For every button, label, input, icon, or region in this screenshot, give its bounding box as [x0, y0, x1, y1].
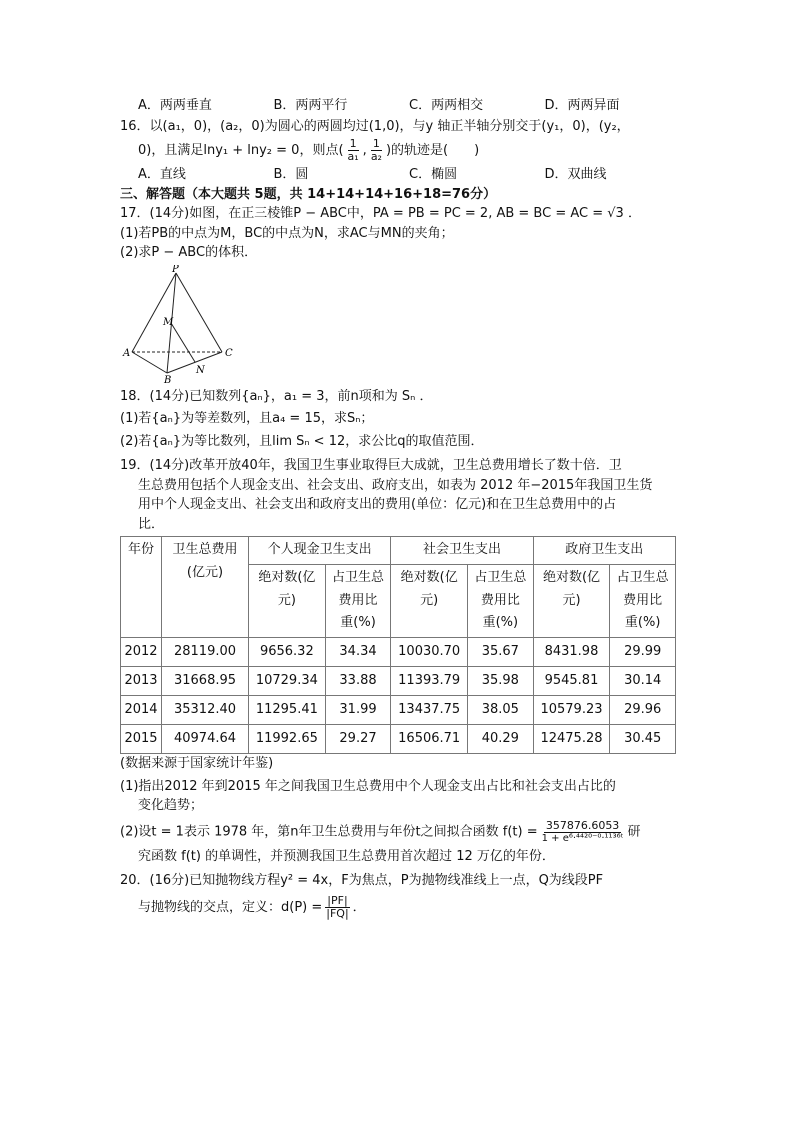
table-cell: 2014	[121, 696, 162, 725]
table-cell: 31.99	[325, 696, 391, 725]
table-cell: 40974.64	[162, 725, 249, 754]
q20-line1: 20．(16分)已知抛物线方程y² = 4x，F为焦点，P为抛物线准线上一点，Q为线段PF	[120, 873, 604, 889]
section-3-heading: 三、解答题（本大题共 5题，共 14+14+14+16+18=76分）	[120, 186, 497, 202]
header-social-pct: 占卫生总 费用比 重(%)	[468, 564, 534, 637]
label-a: A	[123, 347, 131, 359]
q19-fit-fraction: $\frac{357876.6053}{\text{1 + e⁶·⁴⁴²⁰⁻⁰·¹¹³⁶ᵗ}}$	[541, 818, 624, 844]
table-cell: 34.34	[325, 638, 391, 667]
q20-line2-b: ．	[352, 899, 366, 915]
table-row	[121, 696, 676, 725]
table-cell: 38.05	[468, 696, 534, 725]
q19-line3: 用中个人现金支出、社会支出和政府支出的费用(单位：亿元)和在卫生总费用中的占	[138, 497, 617, 513]
q16-option-c: C．椭圆	[409, 167, 458, 183]
table-cell: 40.29	[468, 725, 534, 754]
table-cell: 16506.71	[391, 725, 468, 754]
q19-line2: 生总费用包括个人现金支出、社会支出、政府支出，如表为 2012 年−2015年我国卫生货	[138, 477, 653, 493]
q19-part2-b: 究函数 f(t) 的单调性，并预测我国卫生总费用首次超过 12 万亿的年份．	[138, 848, 555, 864]
table-cell: 10579.23	[533, 696, 610, 725]
header-social-abs: 绝对数(亿 元)	[391, 564, 468, 637]
header-total: 卫生总费用 (亿元)	[162, 537, 249, 638]
q19-part1-b: 变化趋势；	[138, 798, 204, 814]
table-cell: 13437.75	[391, 696, 468, 725]
q19-part1-a: (1)指出2012 年到2015 年之间我国卫生总费用中个人现金支出占比和社会支出占比的	[120, 778, 616, 794]
table-cell: 10030.70	[391, 638, 468, 667]
q17-part2: (2)求P − ABC的体积．	[120, 245, 258, 261]
q16-option-a: A．直线	[138, 167, 186, 183]
table-cell: 11992.65	[249, 725, 326, 754]
q16-line2: 0)，且满足lny₁ + lny₂ = 0，则点( $\frac{1}{\text{a₁}}$ , $\frac{1}{\text{a₂}}$ )的轨迹是( )	[138, 137, 480, 164]
q19-part2-tail: 研	[627, 824, 641, 840]
q18-stem: 18．(14分)已知数列{aₙ}，a₁ = 3，前n项和为 Sₙ ．	[120, 388, 433, 404]
q15-option-b: B．两两平行	[273, 98, 348, 113]
q15-option-a: A．两两垂直	[138, 98, 212, 113]
q16-option-d: D．双曲线	[544, 167, 607, 183]
label-b: B	[164, 374, 172, 383]
q19-source: (数据来源于国家统计年鉴)	[120, 756, 274, 772]
table-cell: 11393.79	[391, 667, 468, 696]
q20-fraction: $\frac{|PF|}{|FQ|}$	[326, 893, 349, 920]
table-cell: 30.14	[610, 667, 676, 696]
q15-option-d: D．两两异面	[544, 98, 620, 113]
label-p: P	[172, 264, 179, 275]
table-body	[121, 638, 676, 754]
header-personal: 个人现金卫生支出	[249, 537, 391, 565]
table-row	[121, 725, 676, 754]
q16-line2-a: 0)，且满足lny₁ + lny₂ = 0，则点(	[138, 143, 344, 159]
table-cell: 31668.95	[162, 667, 249, 696]
q20-line2-a: 与抛物线的交点，定义：d(P) =	[138, 899, 323, 915]
table-cell: 35.98	[468, 667, 534, 696]
q16-line1: 16．以(a₁，0)，(a₂，0)为圆心的两圆均过(1,0)，与y 轴正半轴分别交于(y₁，0)，(y₂，	[120, 118, 630, 134]
q20-line2	[120, 895, 680, 920]
table-cell: 8431.98	[533, 638, 610, 667]
header-personal-abs: 绝对数(亿 元)	[249, 564, 326, 637]
table-cell: 33.88	[325, 667, 391, 696]
table-row	[121, 667, 676, 696]
q15-options	[120, 96, 680, 116]
exam-page	[120, 96, 680, 920]
table-cell: 35312.40	[162, 696, 249, 725]
header-personal-pct: 占卫生总 费用比 重(%)	[325, 564, 391, 637]
table-cell: 9545.81	[533, 667, 610, 696]
table-cell: 10729.34	[249, 667, 326, 696]
label-m: M	[163, 316, 174, 328]
header-gov: 政府卫生支出	[533, 537, 675, 565]
table-cell: 30.45	[610, 725, 676, 754]
table-cell: 2013	[121, 667, 162, 696]
q19-part2-text: (2)设t = 1表示 1978 年，第n年卫生总费用与年份t之间拟合函数 f(t) =	[120, 824, 538, 840]
q16-line2-b: )的轨迹是( )	[385, 143, 480, 159]
label-n: N	[196, 364, 205, 376]
table-cell: 9656.32	[249, 638, 326, 667]
q19-part2-a	[120, 820, 680, 844]
q18-part1: (1)若{aₙ}为等差数列，且a₄ = 15，求Sₙ；	[120, 411, 374, 427]
table-header-row-1	[121, 537, 676, 565]
table-cell: 2015	[121, 725, 162, 754]
table-cell: 28119.00	[162, 638, 249, 667]
table-cell: 29.27	[325, 725, 391, 754]
header-social: 社会卫生支出	[391, 537, 533, 565]
table-cell: 29.99	[610, 638, 676, 667]
q19-line1: 19．(14分)改革开放40年，我国卫生事业取得巨大成就，卫生总费用增长了数十倍．卫	[120, 458, 622, 474]
q16-options	[120, 165, 680, 185]
header-year: 年份	[121, 537, 162, 638]
q18-part2: (2)若{aₙ}为等比数列，且lim Sₙ < 12，求公比q的取值范围．	[120, 433, 484, 449]
q19-line4: 比．	[138, 516, 165, 532]
header-gov-abs: 绝对数(亿 元)	[533, 564, 610, 637]
table-cell: 29.96	[610, 696, 676, 725]
q16-frac-1: $\frac{1}{\text{a₁}}$	[347, 137, 359, 164]
table-cell: 12475.28	[533, 725, 610, 754]
q17-stem: 17．(14分)如图，在正三棱锥P − ABC中，PA = PB = PC = 2, AB = BC = AC = √3 ．	[120, 206, 641, 222]
q16-frac-2: $\frac{1}{\text{a₂}}$	[370, 137, 382, 164]
q17-part1: (1)若PB的中点为M，BC的中点为N，求AC与MN的夹角；	[120, 225, 454, 241]
table-row	[121, 638, 676, 667]
q16-option-b: B．圆	[273, 167, 309, 183]
table-cell: 11295.41	[249, 696, 326, 725]
pyramid-figure	[120, 265, 250, 383]
table-cell: 35.67	[468, 638, 534, 667]
health-expenditure-table	[120, 536, 676, 754]
table-cell: 2012	[121, 638, 162, 667]
header-gov-pct: 占卫生总 费用比 重(%)	[610, 564, 676, 637]
label-c: C	[225, 347, 233, 359]
q15-option-c: C．两两相交	[409, 98, 484, 113]
